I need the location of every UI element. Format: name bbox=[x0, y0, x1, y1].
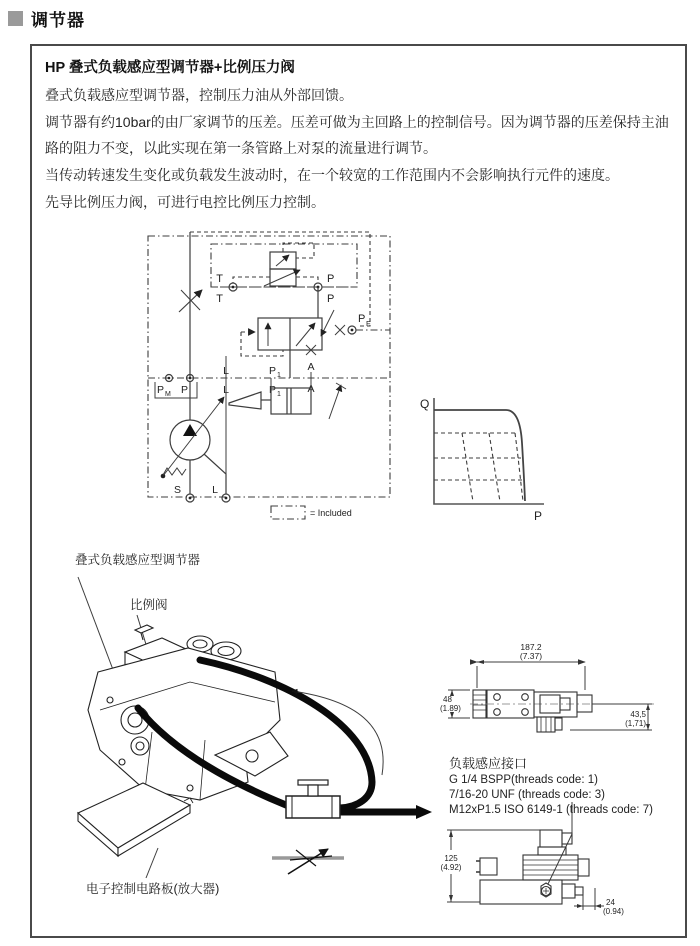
callout-amplifier-board: 电子控制电路板(放大器) bbox=[86, 882, 220, 896]
svg-text:1: 1 bbox=[277, 372, 281, 379]
dimension-drawing-top bbox=[440, 638, 690, 753]
cable-arrow-icon bbox=[416, 805, 432, 819]
leader-amplifier-board bbox=[146, 848, 158, 878]
svg-text:(0.94): (0.94) bbox=[603, 907, 624, 916]
hydraulic-schematic bbox=[133, 222, 403, 537]
svg-text:S: S bbox=[173, 484, 181, 496]
svg-text:43,5: 43,5 bbox=[630, 710, 646, 719]
svg-text:M: M bbox=[165, 391, 171, 398]
chart-series bbox=[434, 410, 525, 501]
thread-option: M12xP1.5 ISO 6149-1 (threads code: 7) bbox=[449, 804, 653, 816]
port-P bbox=[314, 273, 334, 305]
proportional-relief-valve bbox=[233, 243, 318, 286]
panel-title: HP 叠式负载感应型调节器+比例压力阀 bbox=[45, 60, 295, 76]
dim-height-bottom bbox=[441, 830, 540, 902]
svg-text:P: P bbox=[327, 273, 335, 285]
chart-axes bbox=[434, 398, 544, 504]
valve-side-view bbox=[476, 830, 589, 904]
variable-pump bbox=[161, 378, 230, 502]
section-header bbox=[8, 6, 85, 31]
svg-text:Q: Q bbox=[420, 397, 430, 411]
callout-proportional-valve: 比例阀 bbox=[130, 598, 168, 612]
svg-text:(7.37): (7.37) bbox=[519, 651, 543, 661]
description-paragraphs bbox=[45, 82, 673, 216]
svg-text:T: T bbox=[216, 293, 223, 305]
included-boundary-relief bbox=[211, 244, 357, 287]
leader-regulator bbox=[78, 577, 115, 675]
gauge-ports-PM-P bbox=[155, 375, 197, 399]
leader-load-sense-port bbox=[548, 802, 572, 884]
qp-chart bbox=[412, 388, 552, 528]
section-marker-square bbox=[8, 11, 23, 26]
svg-text:A: A bbox=[307, 383, 315, 395]
pump-body bbox=[88, 625, 288, 800]
flow-adjust-icon bbox=[272, 849, 344, 874]
paragraph: 调节器有约10bar的由厂家调节的压差。压差可做为主回路上的控制信号。因为调节器的压差保持主油路的阻力不变，以此实现在第一条管路上对泵的流量进行调节。 bbox=[45, 114, 669, 156]
control-cylinder bbox=[229, 378, 346, 419]
thread-option: 7/16-20 UNF (threads code: 3) bbox=[449, 789, 605, 801]
paragraph: 叠式负载感应型调节器，控制压力油从外部回馈。 bbox=[45, 87, 353, 103]
svg-text:P: P bbox=[534, 509, 543, 523]
dim-side bbox=[570, 704, 652, 730]
load-sense-heading: 负载感应接口 bbox=[449, 756, 528, 771]
svg-text:(4.92): (4.92) bbox=[440, 863, 462, 872]
svg-text:187.2: 187.2 bbox=[520, 642, 542, 652]
load-sensing-valve bbox=[226, 287, 334, 378]
pump-illustration bbox=[40, 560, 445, 945]
svg-text:24: 24 bbox=[606, 898, 615, 907]
svg-text:P: P bbox=[269, 384, 277, 396]
port-PF bbox=[335, 313, 390, 335]
dim-offset bbox=[574, 888, 624, 916]
svg-text:T: T bbox=[216, 273, 223, 285]
svg-text:(1.89): (1.89) bbox=[440, 704, 461, 713]
svg-text:1: 1 bbox=[277, 391, 281, 398]
included-legend bbox=[271, 506, 352, 519]
svg-text:L: L bbox=[223, 384, 229, 396]
dim-width bbox=[477, 642, 585, 690]
svg-text:125: 125 bbox=[444, 854, 458, 863]
cable-connector bbox=[286, 780, 340, 818]
svg-text:L: L bbox=[223, 365, 229, 377]
callout-regulator: 叠式负载感应型调节器 bbox=[75, 553, 201, 567]
svg-text:F: F bbox=[366, 319, 371, 328]
svg-text:P: P bbox=[269, 365, 277, 377]
svg-text:A: A bbox=[307, 361, 315, 373]
section-title: 调节器 bbox=[31, 11, 85, 30]
dim-height bbox=[440, 690, 470, 718]
svg-text:= Included: = Included bbox=[310, 508, 352, 518]
svg-text:48: 48 bbox=[443, 695, 452, 704]
svg-text:(1,71): (1,71) bbox=[625, 719, 646, 728]
plugged-x-icon bbox=[335, 325, 345, 335]
svg-text:P: P bbox=[358, 313, 366, 325]
paragraph: 当传动转速发生变化或负载发生波动时，在一个较宽的工作范围内不会影响执行元件的速度。 bbox=[45, 167, 619, 183]
svg-text:P: P bbox=[181, 384, 189, 396]
port-T bbox=[216, 273, 237, 305]
svg-text:P: P bbox=[157, 384, 165, 396]
svg-text:P: P bbox=[327, 293, 335, 305]
thread-option: G 1/4 BSPP(threads code: 1) bbox=[449, 774, 598, 786]
svg-text:L: L bbox=[212, 484, 218, 496]
paragraph: 先导比例压力阀，可进行电控比例压力控制。 bbox=[45, 194, 325, 210]
dimension-drawing-bottom bbox=[438, 798, 690, 946]
